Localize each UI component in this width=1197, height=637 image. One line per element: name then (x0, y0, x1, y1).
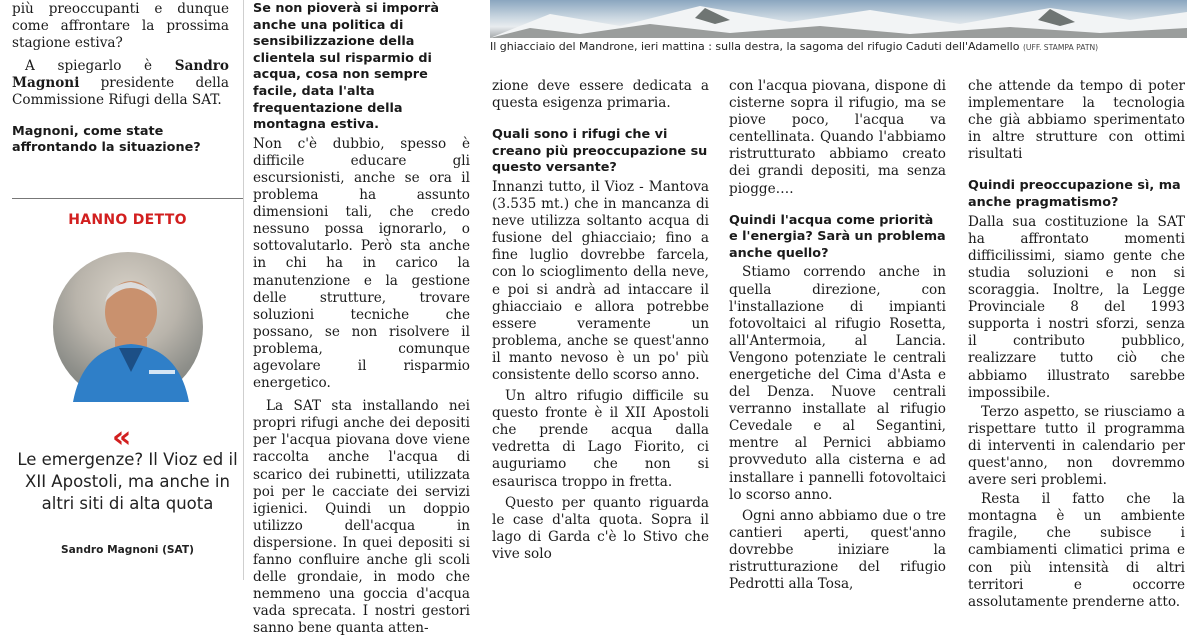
col2-paragraph-1: Non c'è dubbio, spesso è difficile educare gli escursionisti, anche se ora il problema ha assunto dimensioni tali, che credo nessuno possa ignorarlo, o sottovalutarlo. Però sta anche in chi ha in carico la manutenzione e la gestione delle strutture, trovare soluzioni tecniche che possano, se non risolvere il problema, comunque agevolare il risparmio energetico. (253, 135, 470, 392)
col1-question: Magnoni, come state affrontando la situazione? (12, 123, 201, 156)
col3-paragraph-3: Questo per quanto riguarda le case d'alta quota. Sopra il lago di Garda c'è lo Stivo che vive solo (492, 494, 709, 562)
pull-quote-author: Sandro Magnoni (SAT) (61, 544, 194, 556)
quote-mark-icon: « (112, 420, 132, 455)
col1-lead: più preoccupanti e dunque come affrontare la prossima stagione estiva? (12, 1, 229, 52)
glacier-photo (490, 0, 1187, 38)
col5-paragraph-2: Terzo aspetto, se riusciamo a rispettare tutto il programma di interventi in calendario per quest'anno, non dovremmo avere seri problemi. (968, 403, 1185, 489)
col5-paragraph-1: Dalla sua costituzione la SAT ha affrontato momenti difficilissimi, siamo gente che studia soluzioni e non si scoraggia. Inoltre, la Legge Provinciale 8 del 1993 supporta i nostri sforzi, senza il contributo pubblico, realizzare tutto ciò che abbiamo illustrato sarebbe impossibile. (968, 213, 1185, 401)
article-column-3 (492, 78, 709, 563)
col3-question: Quali sono i rifugi che vi creano più preoccupazione su questo versante? (492, 127, 708, 176)
article-column-1 (12, 1, 229, 159)
col1-intro-post: presidente della Commissione Rifugi della SAT. (12, 75, 229, 109)
col1-intro (12, 58, 229, 109)
pull-quote: Le emergenze? Il Vioz ed il XII Apostoli, ma anche in altri siti di alta quota (17, 450, 238, 513)
col5-paragraph-3: Resta il fatto che la montagna è un ambiente fragile, che subisce i cambiamenti climatici prima e con più intensità di altri territori e occorre assolutamente prenderne atto. (968, 491, 1185, 610)
photo-caption (490, 40, 1187, 53)
col1-intro-name: Sandro Magnoni (12, 58, 229, 92)
col3-paragraph-2: Un altro rifugio difficile su questo fronte è il XII Apostoli che prende acqua dalla vedretta di Lago Fiorito, ci auguriamo che non si esaurisca troppo in fretta. (492, 388, 709, 490)
col2-paragraph-2: La SAT sta installando nei propri rifugi anche dei depositi per l'acqua piovana dove viene raccolta anche l'acqua di scarico dei rubinetti, utilizzata poi per le cacciate dei servizi igienici. Quindi un doppio utilizzo dell'acqua in dispersione. In quei depositi si fanno confluire anche gli scoli delle grondaie, in modo che nemmeno una goccia d'acqua vada sprecata. I nostri gestori sanno bene quanta atten- (253, 398, 470, 637)
hanno-detto-box (12, 198, 243, 556)
col3-paragraph-0: zione deve essere dedicata a questa esigenza primaria. (492, 78, 709, 112)
col4-paragraph-0: con l'acqua piovana, dispone di cisterne sopra il rifugio, ma se piove poco, l'acqua va centellinata. Quando l'abbiamo ristrutturato abbiamo creato dei grandi depositi, ma senza piogge…. (729, 78, 946, 197)
column-divider (243, 0, 244, 580)
photo-caption-text: Il ghiacciaio del Mandrone, ieri mattina : sulla destra, la sagoma del rifugio Caduti dell'Adamello (490, 40, 1020, 53)
col4-question: Quindi l'acqua come priorità e l'energia? Sarà un problema anche quello? (729, 212, 946, 261)
glacier-photo-image (490, 0, 1187, 38)
col3-paragraph-1: Innanzi tutto, il Vioz - Mantova (3.535 mt.) che in mancanza di neve utilizza soltanto acqua di fusione del ghiacciaio; fino a fine luglio dovrebbe farcela, con lo scioglimento della neve, e poi si andrà ad intaccare il ghiacciaio e allora potrebbe essere veramente un problema, anche se quest'anno il manto nevoso è un po' più consistente dello scorso anno. (492, 178, 709, 383)
avatar-portrait (53, 252, 203, 402)
col1-intro-pre: A spiegarlo è (25, 58, 175, 75)
col4-paragraph-2: Ogni anno abbiamo due o tre cantieri aperti, quest'anno dovrebbe iniziare la ristrutturazione del rifugio Pedrotti alla Tosa, (729, 507, 946, 593)
col5-paragraph-0: che attende da tempo di poter implementare la tecnologia che già abbiamo sperimentato in altre strutture con ottimi risultati (968, 78, 1185, 163)
article-column-5 (968, 78, 1185, 611)
article-column-4 (729, 78, 946, 593)
avatar (53, 252, 203, 402)
hanno-detto-title: HANNO DETTO (68, 212, 187, 228)
col4-paragraph-1: Stiamo correndo anche in quella direzione, con l'installazione di impianti fotovoltaici al rifugio Rosetta, all'Antermoia, al Lancia. Vengono potenziate le centrali energetiche del Cima d'Asta e del Denza. Nuove centrali verranno installate al rifugio Cevedale e al Segantini, mentre al Pernici abbiamo provveduto alla cisterna e ad installare i pannelli fotovoltaici lo scorso anno. (729, 264, 946, 503)
col5-question: Quindi preoccupazione sì, ma anche pragmatismo? (968, 178, 1181, 211)
col2-question: Se non pioverà si imporrà anche una politica di sensibilizzazione della clientela sul risparmio di acqua, cosa non sempre facile, data l'alta frequentazione della montagna estiva. (253, 1, 439, 133)
article-column-2 (253, 1, 470, 637)
photo-credit: (UFF. STAMPA PATN) (1022, 43, 1099, 52)
